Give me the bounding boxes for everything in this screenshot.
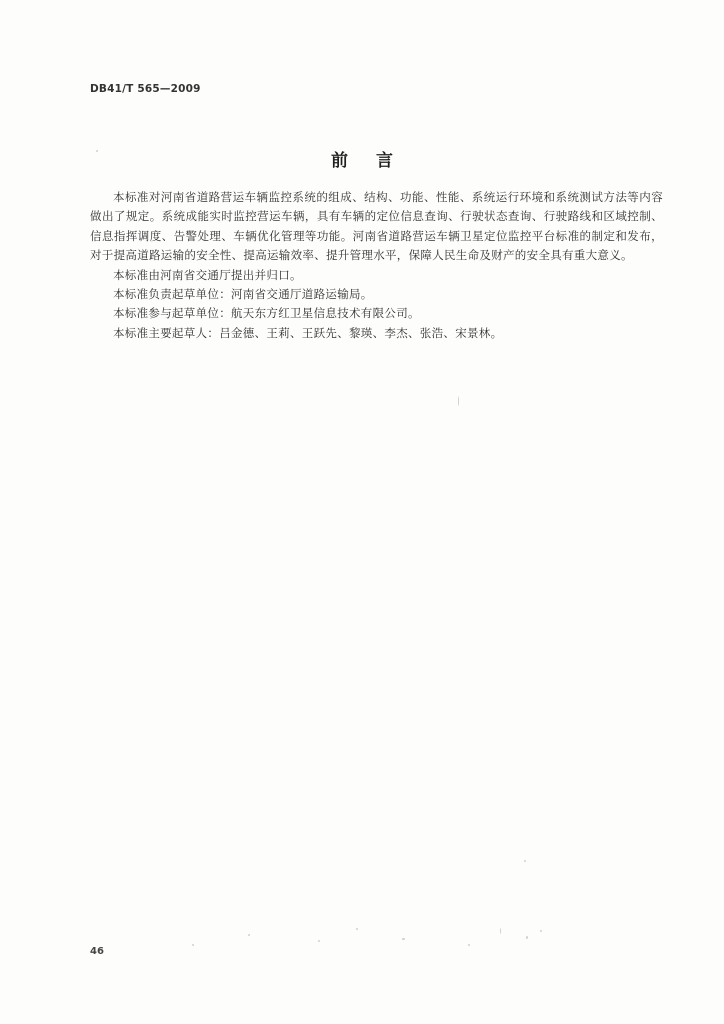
preface-body — [90, 188, 663, 343]
scan-speck — [318, 940, 320, 942]
scan-speck — [192, 944, 194, 946]
paragraph-scope: 本标准对河南省道路营运车辆监控系统的组成、结构、功能、性能、系统运行环境和系统测试方法等内容做出了规定。系统成能实时监控营运车辆，具有车辆的定位信息查询、行驶状态查询、行驶路线和区域控制、信息指挥调度、告警处理、车辆优化管理等功能。河南省道路营运车辆卫星定位监控平台标准的制定和发布，对于提高道路运输的安全性、提高运输效率、提升管理水平，保障人民生命及财产的安全具有重大意义。 — [90, 190, 663, 263]
scan-speck — [526, 936, 528, 939]
scan-speck — [402, 938, 405, 940]
scan-speck — [96, 150, 98, 152]
paragraph-drafting-unit: 本标准负责起草单位：河南省交通厅道路运输局。 — [113, 287, 373, 302]
page-title: 前言 — [331, 151, 421, 171]
scan-speck — [468, 944, 470, 946]
page-number: 46 — [90, 946, 104, 957]
scan-speck — [356, 928, 358, 930]
paragraph-drafters: 本标准主要起草人：吕金德、王莉、王跃先、黎瑛、李杰、张浩、宋景林。 — [113, 325, 503, 340]
paragraph-proposer: 本标准由河南省交通厅提出并归口。 — [113, 267, 302, 282]
scan-speck — [458, 396, 459, 406]
standard-code: DB41/T 565—2009 — [90, 83, 201, 95]
scan-speck — [524, 860, 526, 862]
scan-speck — [248, 934, 250, 936]
scan-speck — [540, 930, 542, 932]
scan-speck — [500, 928, 501, 934]
paragraph-participating-unit: 本标准参与起草单位：航天东方红卫星信息技术有限公司。 — [113, 306, 420, 321]
